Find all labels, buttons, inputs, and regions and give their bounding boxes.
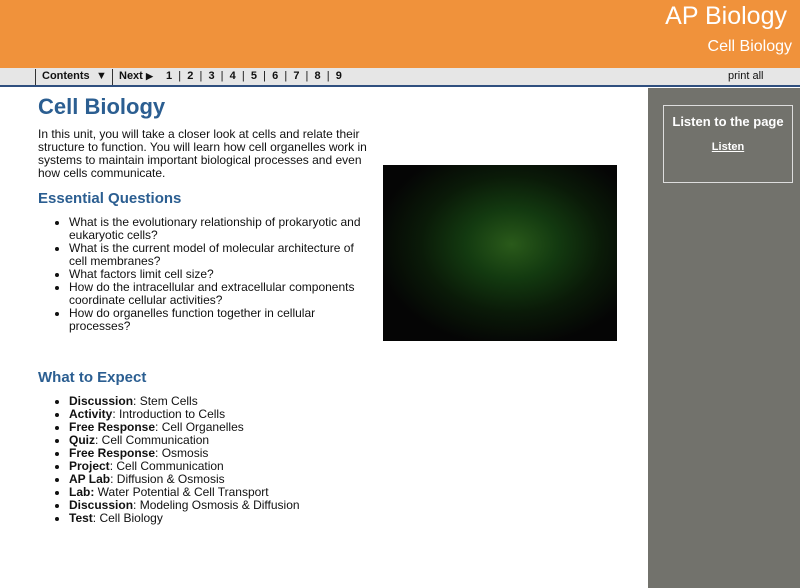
expect-list (38, 395, 368, 525)
separator: | (278, 70, 294, 82)
site-title: AP Biology (665, 2, 787, 30)
activity-name: : Diffusion & Osmosis (110, 472, 225, 486)
expect-item[interactable] (69, 512, 368, 525)
page-link-3[interactable]: 3 (208, 70, 215, 82)
listen-heading: Listen to the page (672, 114, 784, 129)
activity-type: Discussion (69, 498, 134, 512)
sidebar (648, 88, 800, 588)
page-links (166, 70, 342, 82)
page-link-4[interactable]: 4 (229, 70, 236, 82)
activity-name: : Modeling Osmosis & Diffusion (133, 498, 300, 512)
activity-name: : Osmosis (155, 446, 209, 460)
page-link-8[interactable]: 8 (314, 70, 321, 82)
page-link-6[interactable]: 6 (272, 70, 279, 82)
main-content (38, 94, 368, 525)
activity-name: : Cell Biology (92, 511, 163, 525)
activity-type: AP Lab (69, 472, 111, 486)
activity-type: Project (69, 459, 110, 473)
listen-link[interactable]: Listen (711, 141, 745, 153)
question-item: • How do the intracellular and extracellular components coordinate cellular activities? (69, 281, 368, 307)
separator: | (257, 70, 273, 82)
activity-name: : Stem Cells (133, 394, 198, 408)
play-arrow-icon[interactable]: ▶ (146, 71, 153, 81)
divider (112, 69, 113, 85)
unit-subtitle: Cell Biology (707, 38, 792, 55)
chevron-down-icon[interactable]: ▼ (96, 70, 107, 82)
question-item: • How do organelles function together in cellular processes? (69, 307, 368, 333)
question-item: • What is the evolutionary relationship of prokaryotic and eukaryotic cells? (69, 216, 368, 242)
what-to-expect-heading: What to Expect (38, 369, 147, 386)
page-link-9[interactable]: 9 (335, 70, 342, 82)
nav-bar (0, 68, 800, 87)
page-link-2[interactable]: 2 (187, 70, 194, 82)
page-link-7[interactable]: 7 (293, 70, 300, 82)
activity-name: : Cell Communication (109, 459, 224, 473)
activity-type: Test (69, 511, 93, 525)
listen-box (663, 105, 793, 183)
activity-name: : Cell Communication (95, 433, 210, 447)
intro-text: In this unit, you will take a closer look at cells and relate their structure to function. You will learn how cell organelles work in systems to maintain important biological processes and even how cells communicate. (38, 127, 367, 180)
page-link-1[interactable]: 1 (166, 70, 173, 82)
page-link-5[interactable]: 5 (250, 70, 257, 82)
essential-questions-heading: Essential Questions (38, 190, 182, 207)
page-title: Cell Biology (38, 94, 166, 119)
print-all-link[interactable]: print all (728, 70, 764, 82)
activity-name: Water Potential & Cell Transport (94, 485, 269, 499)
activity-type: Discussion (69, 394, 134, 408)
separator: | (193, 70, 209, 82)
separator: | (172, 70, 188, 82)
next-button[interactable]: Next (119, 70, 143, 82)
contents-menu[interactable]: Contents (42, 70, 90, 82)
activity-type: Quiz (69, 433, 95, 447)
separator: | (235, 70, 251, 82)
activity-name: : Introduction to Cells (112, 407, 226, 421)
question-item: • What factors limit cell size? (69, 268, 368, 281)
questions-list (38, 216, 368, 333)
separator: | (299, 70, 315, 82)
activity-type: Free Response (69, 420, 156, 434)
activity-type: Activity (69, 407, 113, 421)
activity-type: Lab: (69, 485, 95, 499)
header (0, 0, 800, 68)
separator: | (214, 70, 230, 82)
divider (35, 69, 36, 85)
question-item: • What is the current model of molecular architecture of cell membranes? (69, 242, 368, 268)
activity-name: : Cell Organelles (155, 420, 244, 434)
cell-micrograph-image (383, 165, 617, 341)
separator: | (320, 70, 336, 82)
activity-type: Free Response (69, 446, 156, 460)
